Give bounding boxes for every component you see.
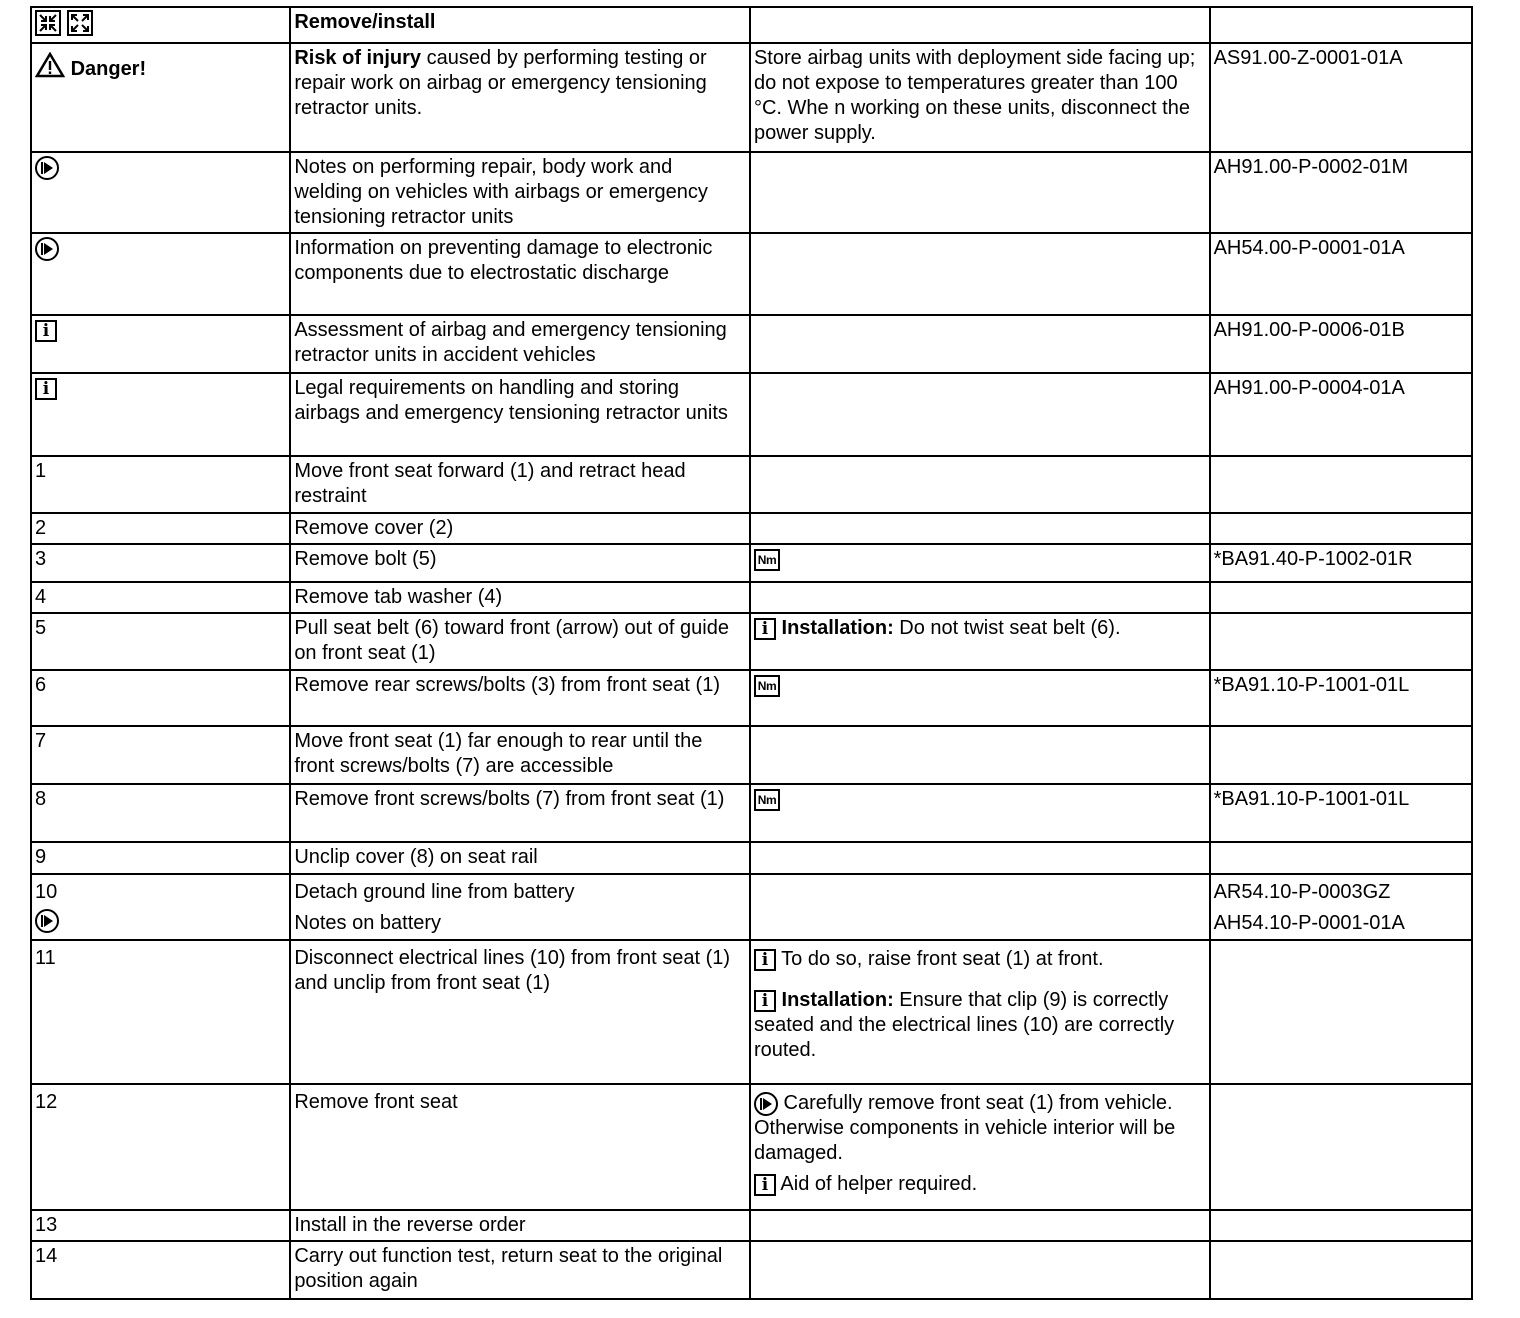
note-ref: AH91.00-P-0002-01M [1210, 152, 1472, 233]
note-text: Notes on performing repair, body work and welding on vehicles with airbags or emergency tensioning retractor units [290, 152, 750, 233]
danger-text: caused by performing testing or repair work on airbag or emergency tensioning retractor units. [294, 47, 707, 119]
step-ref: *BA91.40-P-1002-01R [1210, 544, 1472, 582]
header-title: Remove/install [290, 7, 750, 43]
info-icon: i [35, 320, 57, 342]
installation-label: Installation: [781, 617, 894, 639]
step-number: 2 [31, 513, 290, 544]
step-text: Move front seat forward (1) and retract head restraint [290, 456, 750, 513]
step-number: 8 [31, 784, 290, 842]
torque-icon: Nm [754, 549, 780, 571]
step-text: Pull seat belt (6) toward front (arrow) out of guide on front seat (1) [290, 613, 750, 670]
step-row [31, 1241, 1472, 1299]
danger-label: Danger! [70, 58, 147, 80]
step-row [31, 784, 1472, 842]
note-ref: AH54.00-P-0001-01A [1210, 233, 1472, 315]
note-icon [754, 1092, 778, 1116]
remove-icon [35, 10, 61, 36]
danger-instruction: Store airbag units with deployment side facing up; do not expose to temperatures greater than 100 °C. Whe n working on these units, disconnect the power supply. [750, 43, 1210, 152]
step-number: 5 [31, 613, 290, 670]
step-text: Unclip cover (8) on seat rail [290, 842, 750, 874]
step-number: 3 [31, 544, 290, 582]
step-row [31, 582, 1472, 613]
step-ref: AR54.10-P-0003GZ [1213, 881, 1391, 903]
note-row [31, 233, 1472, 315]
note-text: Information on preventing damage to electronic components due to electrostatic discharge [290, 233, 750, 315]
note-text: Assessment of airbag and emergency tensioning retractor units in accident vehicles [290, 315, 750, 373]
step-row [31, 874, 1472, 940]
step-number: 11 [31, 940, 290, 1084]
step-text: Detach ground line from battery [294, 881, 575, 903]
step-note: Aid of helper required. [780, 1173, 978, 1195]
step-text: Remove cover (2) [290, 513, 750, 544]
danger-ref: AS91.00-Z-0001-01A [1210, 43, 1472, 152]
danger-text-cell [290, 43, 750, 152]
step-row [31, 842, 1472, 874]
step-number: 7 [31, 726, 290, 784]
step-number: 14 [31, 1241, 290, 1299]
header-row [31, 7, 1472, 43]
step-sub-text: Notes on battery [294, 912, 442, 934]
step-row [31, 456, 1472, 513]
step-note: Ensure that clip (9) is correctly seated and the electrical lines (10) are correctly routed. [753, 989, 1175, 1061]
step-row [31, 940, 1472, 1084]
step-row [31, 513, 1472, 544]
danger-row [31, 43, 1472, 152]
step-note: Do not twist seat belt (6). [893, 617, 1121, 639]
note-row [31, 315, 1472, 373]
step-number: 12 [31, 1084, 290, 1210]
step-text: Install in the reverse order [290, 1210, 750, 1241]
step-row [31, 1210, 1472, 1241]
note-ref: AH91.00-P-0004-01A [1210, 373, 1472, 456]
step-row [31, 670, 1472, 726]
step-ref: *BA91.10-P-1001-01L [1210, 784, 1472, 842]
step-note: To do so, raise front seat (1) at front. [781, 948, 1104, 970]
step-text: Move front seat (1) far enough to rear until the front screws/bolts (7) are accessible [290, 726, 750, 784]
step-note-cell [750, 1084, 1210, 1210]
torque-icon: Nm [754, 675, 780, 697]
step-text: Disconnect electrical lines (10) from front seat (1) and unclip from front seat (1) [290, 940, 750, 1084]
step-row [31, 544, 1472, 582]
info-icon: i [754, 618, 776, 640]
torque-icon: Nm [754, 789, 780, 811]
step-sub-ref: AH54.10-P-0001-01A [1213, 912, 1405, 934]
step-number: 9 [31, 842, 290, 874]
step-number: 6 [31, 670, 290, 726]
note-icon [35, 909, 59, 933]
note-text: Legal requirements on handling and storing airbags and emergency tensioning retractor units [290, 373, 750, 456]
note-row [31, 373, 1472, 456]
header-icons-cell [31, 7, 290, 43]
step-note: Carefully remove front seat (1) from vehicle. Otherwise components in vehicle interior will be damaged. [753, 1092, 1176, 1164]
step-row [31, 613, 1472, 670]
step-text: Remove bolt (5) [290, 544, 750, 582]
note-icon [35, 156, 59, 180]
note-row [31, 152, 1472, 233]
step-note-cell [750, 940, 1210, 1084]
danger-label-cell [31, 43, 290, 152]
install-icon [67, 10, 93, 36]
step-number: 4 [31, 582, 290, 613]
step-ref: *BA91.10-P-1001-01L [1210, 670, 1472, 726]
step-text: Carry out function test, return seat to the original position again [290, 1241, 750, 1299]
step-note-cell [750, 613, 1210, 670]
step-text: Remove rear screws/bolts (3) from front seat (1) [290, 670, 750, 726]
note-icon [35, 237, 59, 261]
danger-text-bold: Risk of injury [294, 47, 422, 69]
step-text: Remove front seat [290, 1084, 750, 1210]
step-number: 13 [31, 1210, 290, 1241]
info-icon: i [754, 949, 776, 971]
step-text: Remove front screws/bolts (7) from front seat (1) [290, 784, 750, 842]
info-icon: i [35, 378, 57, 400]
info-icon: i [754, 990, 776, 1012]
procedure-table [30, 6, 1473, 1300]
step-row [31, 1084, 1472, 1210]
warning-icon [35, 52, 65, 78]
step-text: Remove tab washer (4) [290, 582, 750, 613]
installation-label: Installation: [781, 989, 894, 1011]
step-number: 10 [35, 881, 58, 903]
step-number: 1 [31, 456, 290, 513]
note-ref: AH91.00-P-0006-01B [1210, 315, 1472, 373]
step-row [31, 726, 1472, 784]
info-icon: i [754, 1174, 776, 1196]
